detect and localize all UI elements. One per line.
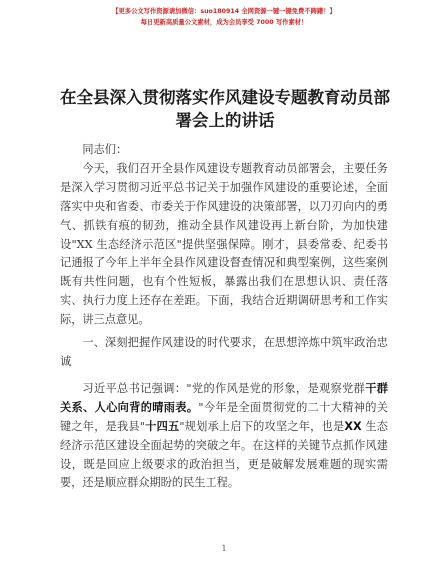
- section-heading-1: 一、深刻把握作风建设的时代要求，在思想淬炼中筑牢政治忠诚: [60, 336, 388, 368]
- paragraph-intro: 今天，我们召开全县作风建设专题教育动员部署会，主要任务是深入学习贯彻习近平总书记关于加强作风建设的重要论述，全面落实中央和省委、市委关于作风建设的决策部署，以刀刃向内的勇气、抓铁有痕的韧劲，推动全县作风建设再上新台阶，为加快建设"XX 生态经济示范区"提供坚强保障。刚才，县委常委、纪委书记通报了今年上半年全县作风建设督查情况和典型案例，这些案例既有共性问题，也有个性短板，暴露出我们在思想认识、责任落实、执行力度上还存在差距。下面，我结合近期调研思考和工作实际，讲三点意见。: [60, 161, 388, 327]
- quote-text-4: 生态经济示范区建设全面起势的突破之年。在这样的关键节点抓作风建设，既是回应上级要求的政治担当，更是破解发展难题的现实需要，还是顺应群众期盼的民生工程。: [60, 419, 388, 490]
- paragraph-quote: [60, 380, 388, 493]
- document-body: [60, 141, 388, 493]
- promo-banner: [0, 6, 448, 28]
- quote-bold-3: XX: [344, 419, 362, 433]
- quote-bold-1: 干群关系、人心向背的晴雨表。: [60, 381, 388, 414]
- quote-text-2: "今年是全面贯彻党的二十大精神的关键之年，是我县": [60, 400, 388, 433]
- salutation: 同志们：: [82, 143, 128, 156]
- quote-bold-2: 十四五: [144, 419, 180, 433]
- quote-text-3: "规划承上启下的攻坚之年，也是: [179, 419, 345, 433]
- promo-banner-line-1: 【更多公文写作资源请加微信：suo180914 全网资源一键一键免费不踌躇！】: [112, 8, 336, 15]
- quote-text-1: 习近平总书记强调："党的作风是党的形象，是观察党群: [82, 381, 366, 395]
- promo-banner-line-2: 每日更新高质量公文素材，成为会员享受 7000 写作素材！: [140, 19, 308, 26]
- page-number: 1: [221, 544, 227, 553]
- document-title: 在全县深入贯彻落实作风建设专题教育动员部署会上的讲话: [60, 88, 390, 130]
